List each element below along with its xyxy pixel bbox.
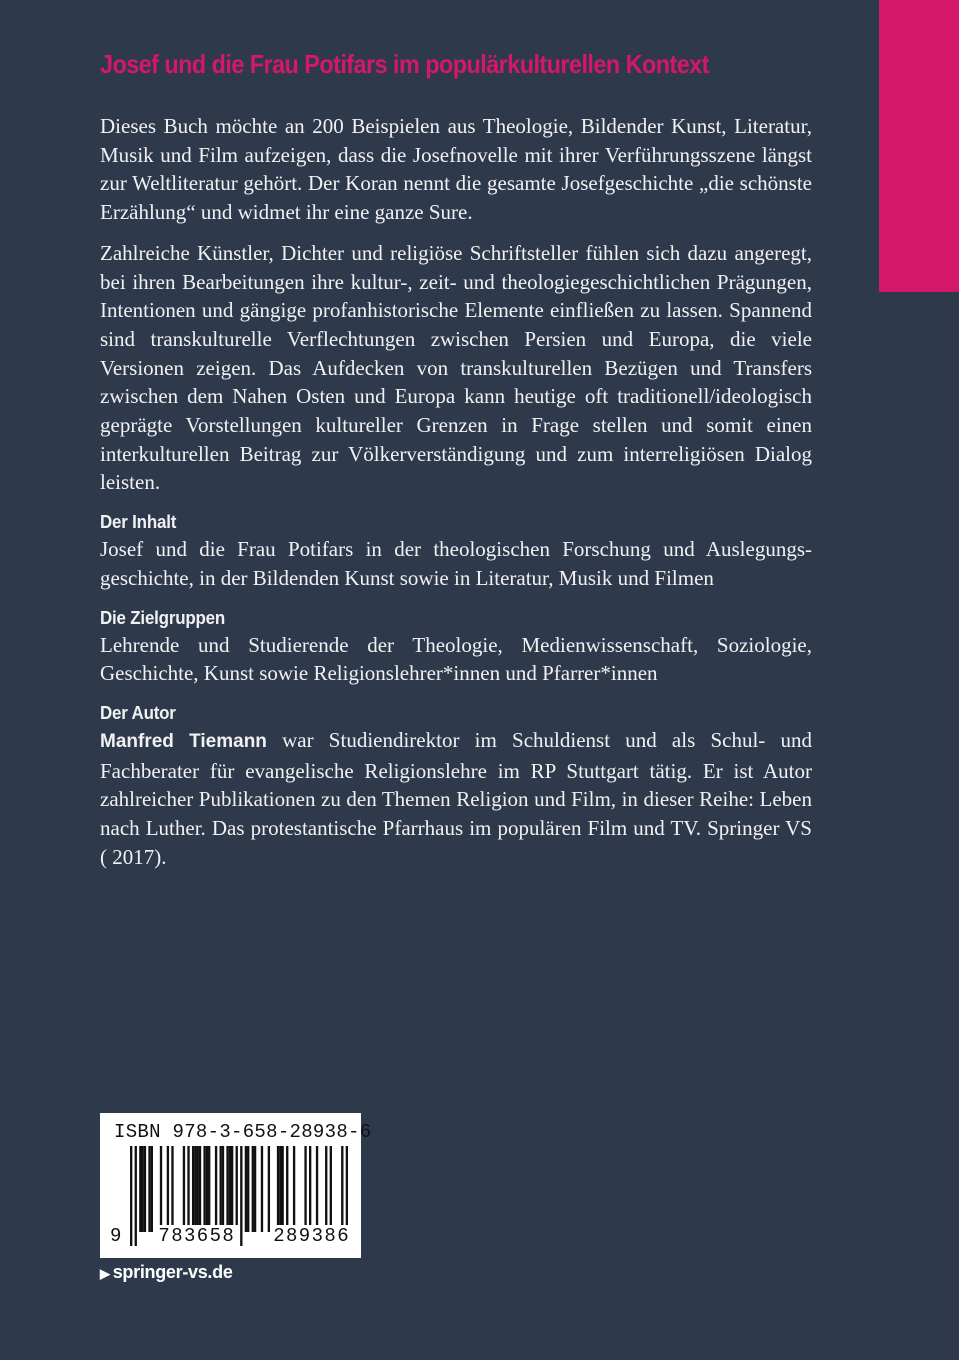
blurb-content xyxy=(100,112,812,871)
barcode-bar xyxy=(199,1146,201,1232)
intro-paragraph-1: Dieses Buch möchte an 200 Beispielen aus Theologie, Bildender Kunst, Literatur, Musik und Film aufzeigen, dass die Josefnovelle mit ihrer Verführungsszene längst zur Weltliteratur gehört. Der Koran nennt die gesamte Josefgeschichte „die schönste Erzählung“ und widmet ihr eine ganze Sure. xyxy=(100,114,812,225)
barcode-bar xyxy=(222,1146,224,1232)
barcode-bar xyxy=(316,1146,318,1232)
barcode-digits-left: 783658 xyxy=(155,1225,238,1247)
barcode-bar xyxy=(183,1146,185,1232)
section-heading-zielgruppen: Die Zielgruppen xyxy=(100,607,226,628)
barcode-bar xyxy=(139,1146,141,1232)
section-text-zielgruppen: Lehrende und Studierende der Theologie, Medienwissenschaft, Soziologie, Geschichte, Kunst sowie Religionslehrer*innen und Pfarrer*innen xyxy=(100,632,812,686)
barcode-bar xyxy=(304,1146,306,1232)
isbn-barcode xyxy=(100,1113,372,1258)
website-label: springer-vs.de xyxy=(112,1262,233,1282)
barcode-bar xyxy=(219,1146,221,1232)
author-name: Manfred Tiemann xyxy=(100,730,267,752)
barcode-bar xyxy=(192,1146,194,1232)
barcode-bar xyxy=(309,1146,311,1232)
triangle-right-icon: ▶ xyxy=(100,1266,110,1281)
barcode-bar xyxy=(151,1146,153,1232)
barcode-bar xyxy=(171,1146,173,1232)
barcode-bar xyxy=(215,1146,217,1232)
barcode-bar xyxy=(286,1146,288,1232)
barcode-bar xyxy=(226,1146,228,1232)
barcode-bar xyxy=(206,1146,208,1232)
magenta-accent-bar xyxy=(879,0,959,292)
barcode-bar xyxy=(197,1146,199,1232)
barcode-digits xyxy=(108,1225,353,1247)
barcode-bar xyxy=(261,1146,263,1232)
isbn-text: ISBN 978-3-658-28938-6 xyxy=(114,1121,372,1143)
section-text-autor xyxy=(100,726,812,872)
barcode-bar xyxy=(141,1146,143,1232)
barcode-digits-right: 289386 xyxy=(270,1225,353,1247)
intro-paragraph-2: Zahlreiche Künstler, Dichter und religiöse Schriftsteller fühlen sich dazu angeregt, bei ihren Bearbeitungen ihre kultur-, zeit- und theologiegeschichtlichen Prägungen, Intentionen und gängige profanhistorische Elemente einfließen zu lassen. Spannend sind transkulturelle Verflechtungen zwischen Persien und Europa, die viele Versionen zeigen. Das Aufdecken von transkulturellen Bezügen und Transfers zwischen dem Nahen Osten und Europa kann heutige oft traditionell/ideologisch geprägte Vorstellungen kultureller Grenzen in Frage stellen und somit einen interkulturellen Beitrag zur Völkerverständigung und zum interreligiösen Dialog leisten. xyxy=(100,240,812,495)
barcode-bar xyxy=(187,1146,189,1232)
section-heading-autor: Der Autor xyxy=(100,702,176,723)
website-link[interactable] xyxy=(100,1262,233,1283)
barcode-bar xyxy=(279,1146,281,1232)
barcode-bar xyxy=(194,1146,196,1232)
barcode-bar xyxy=(293,1146,295,1232)
barcode-bar xyxy=(148,1146,150,1232)
barcode-bar xyxy=(325,1146,327,1232)
barcode-bar xyxy=(254,1146,256,1232)
section-heading-inhalt: Der Inhalt xyxy=(100,512,177,533)
barcode-bar xyxy=(247,1146,249,1232)
page-title: Josef und die Frau Potifars im populärkulturellen Kontext xyxy=(100,49,709,79)
barcode-bar xyxy=(208,1146,210,1232)
barcode-bar xyxy=(252,1146,254,1232)
author-bio: war Studiendirektor im Schuldienst und als Schul- und Fachberater für evangelische Religionslehre im RP Stuttgart tätig. Er ist Autor zahlreicher Publikationen zu den Themen Religion und Film, in dieser Reihe: Leben nach Luther. Das protestantische Pfarrhaus im populären Film und TV. Springer VS ( 2017). xyxy=(100,727,812,869)
barcode-bar xyxy=(203,1146,205,1232)
barcode-bar xyxy=(229,1146,231,1232)
barcode-bar xyxy=(167,1146,169,1232)
barcode-bar xyxy=(268,1146,270,1232)
barcode-bar xyxy=(160,1146,162,1232)
barcode-bar xyxy=(330,1146,332,1232)
barcode-bar xyxy=(277,1146,279,1232)
barcode-bar xyxy=(245,1146,247,1232)
section-text-inhalt: Josef und die Frau Potifars in der theologischen Forschung und Auslegungsgeschichte, in der Bildenden Kunst sowie in Literatur, Musik und Filmen xyxy=(100,537,812,590)
barcode-digit-first: 9 xyxy=(110,1225,122,1247)
barcode-bar xyxy=(281,1146,283,1232)
barcode-bar xyxy=(144,1146,146,1232)
barcode-bar xyxy=(231,1146,233,1232)
